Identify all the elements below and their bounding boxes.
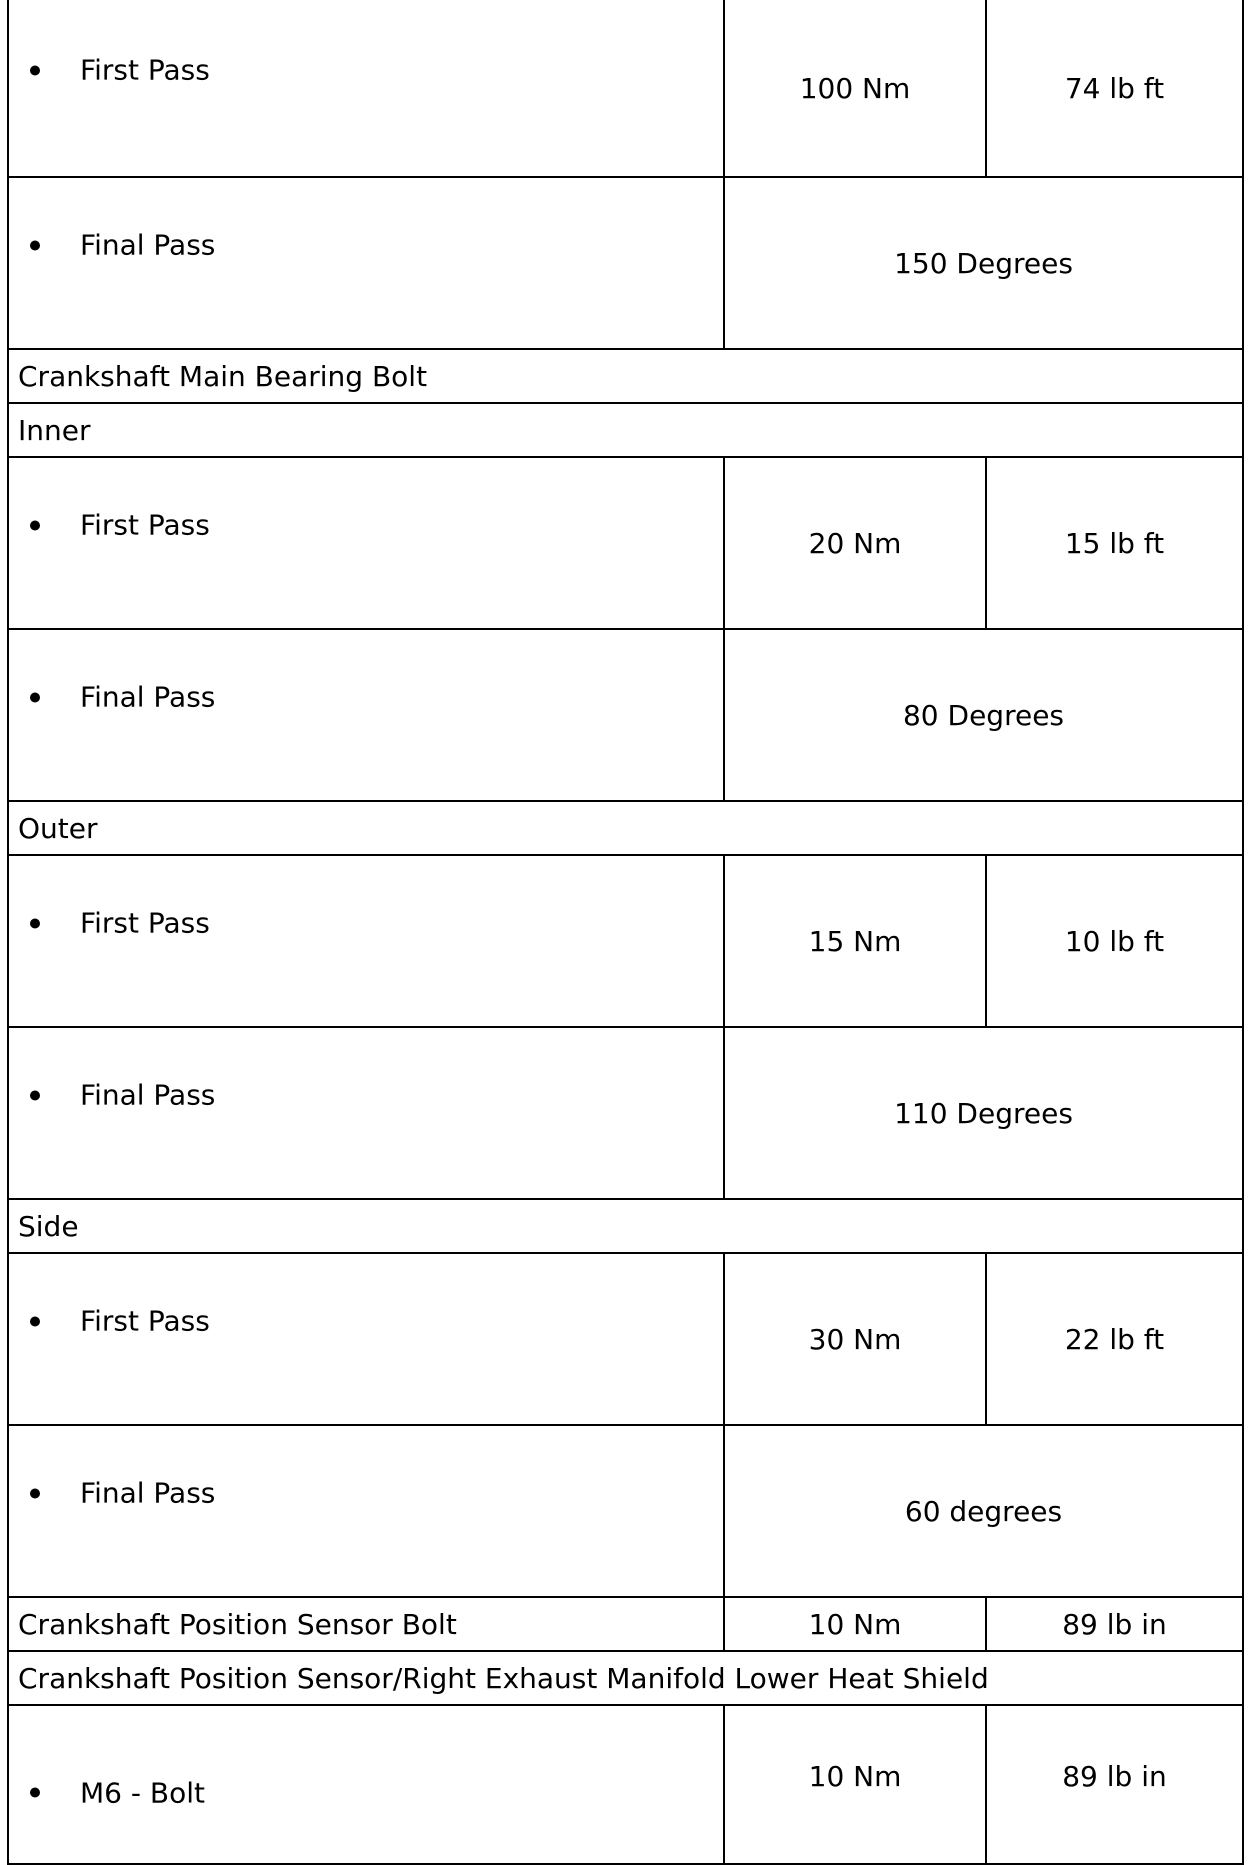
- step-label-cell: [8, 1253, 724, 1425]
- angle-value: 150 Degrees: [724, 177, 1243, 349]
- step-label-cell: [8, 1705, 724, 1864]
- bullet-icon: [30, 692, 40, 702]
- step-label: First Pass: [80, 1304, 210, 1338]
- angle-value: 60 degrees: [724, 1425, 1243, 1597]
- table-row: [8, 177, 1243, 349]
- table-row: [8, 1253, 1243, 1425]
- imperial-value: 89 lb in: [986, 1705, 1243, 1864]
- table-row: [8, 1425, 1243, 1597]
- metric-value: 20 Nm: [724, 457, 986, 629]
- table-row: [8, 801, 1243, 855]
- table-row: [8, 1651, 1243, 1705]
- torque-spec-table: [7, 0, 1244, 1865]
- table-row: [8, 0, 1243, 177]
- step-label: M6 - Bolt: [80, 1776, 205, 1809]
- metric-value: 10 Nm: [724, 1597, 986, 1651]
- step-label-cell: [8, 629, 724, 801]
- metric-value: 100 Nm: [724, 0, 986, 177]
- section-header: Crankshaft Main Bearing Bolt: [8, 349, 1243, 403]
- step-label-cell: [8, 855, 724, 1027]
- bullet-icon: [30, 520, 40, 530]
- step-label: First Pass: [80, 53, 210, 87]
- step-label-cell: [8, 177, 724, 349]
- imperial-value: 22 lb ft: [986, 1253, 1243, 1425]
- table-row: [8, 403, 1243, 457]
- imperial-value: 10 lb ft: [986, 855, 1243, 1027]
- table-row: [8, 1705, 1243, 1864]
- table-row: [8, 855, 1243, 1027]
- section-header: Side: [8, 1199, 1243, 1253]
- section-header: Outer: [8, 801, 1243, 855]
- step-label-cell: [8, 457, 724, 629]
- bullet-icon: [30, 65, 40, 75]
- step-label: First Pass: [80, 508, 210, 542]
- table-row: [8, 1199, 1243, 1253]
- step-label-cell: [8, 1027, 724, 1199]
- table-row: [8, 1027, 1243, 1199]
- angle-value: 80 Degrees: [724, 629, 1243, 801]
- section-header: Crankshaft Position Sensor/Right Exhaust Manifold Lower Heat Shield: [8, 1651, 1243, 1705]
- table-row: [8, 629, 1243, 801]
- bullet-icon: [30, 1788, 40, 1798]
- metric-value: 10 Nm: [724, 1705, 986, 1864]
- imperial-value: 74 lb ft: [986, 0, 1243, 177]
- bullet-icon: [30, 1090, 40, 1100]
- bullet-icon: [30, 918, 40, 928]
- section-header: Inner: [8, 403, 1243, 457]
- bullet-icon: [30, 1316, 40, 1326]
- spec-label: Crankshaft Position Sensor Bolt: [8, 1597, 724, 1651]
- angle-value: 110 Degrees: [724, 1027, 1243, 1199]
- table-row: [8, 457, 1243, 629]
- bullet-icon: [30, 240, 40, 250]
- bullet-icon: [30, 1488, 40, 1498]
- step-label: Final Pass: [80, 228, 216, 262]
- step-label-cell: [8, 0, 724, 177]
- metric-value: 30 Nm: [724, 1253, 986, 1425]
- step-label: Final Pass: [80, 680, 216, 714]
- table-row: [8, 1597, 1243, 1651]
- step-label: Final Pass: [80, 1078, 216, 1112]
- step-label: First Pass: [80, 906, 210, 940]
- metric-value: 15 Nm: [724, 855, 986, 1027]
- step-label: Final Pass: [80, 1476, 216, 1510]
- imperial-value: 89 lb in: [986, 1597, 1243, 1651]
- imperial-value: 15 lb ft: [986, 457, 1243, 629]
- step-label-cell: [8, 1425, 724, 1597]
- table-row: [8, 349, 1243, 403]
